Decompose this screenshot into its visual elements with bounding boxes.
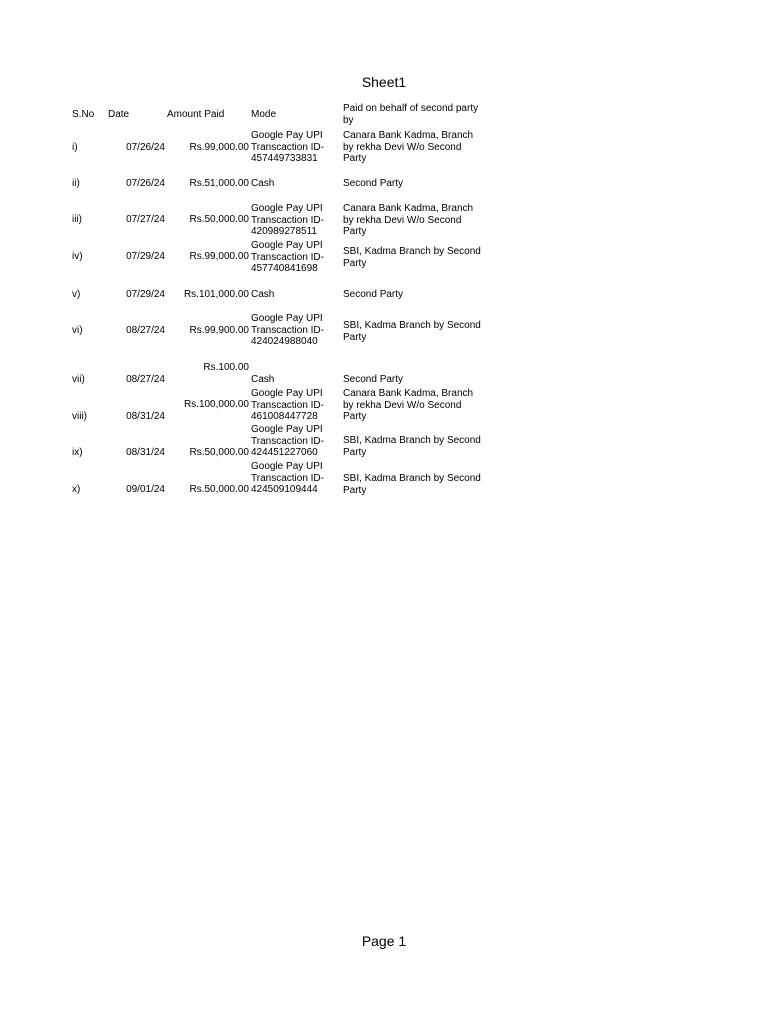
cell-sno: iv) (72, 251, 83, 262)
header-party (343, 103, 478, 126)
cell-sno: ix) (72, 447, 83, 458)
party-line: Party (343, 411, 367, 422)
cell-sno: x) (72, 484, 81, 495)
mode-line: Cash (251, 374, 275, 385)
mode-line: Google Pay UPI (251, 203, 323, 214)
party-line: Canara Bank Kadma, Branch (343, 130, 474, 141)
cell-sno: vii) (72, 374, 85, 385)
party-line: Party (343, 484, 367, 496)
mode-line: Transcaction ID- (251, 251, 324, 263)
mode-line: Google Pay UPI (251, 424, 323, 435)
mode-line: Transcaction ID- (251, 435, 324, 447)
header-date: Date (108, 109, 130, 120)
cell-amount: Rs.99,000.00 (189, 142, 249, 153)
cell-mode (251, 424, 324, 459)
cell-date: 08/31/24 (126, 447, 165, 458)
cell-party (343, 178, 403, 190)
party-line: SBI, Kadma Branch by Second (343, 320, 481, 331)
cell-date: 07/29/24 (126, 289, 165, 300)
cell-mode (251, 374, 274, 386)
sheet-title: Sheet1 (361, 74, 407, 90)
mode-line: Google Pay UPI (251, 461, 323, 472)
cell-mode (251, 289, 274, 301)
cell-sno: iii) (72, 214, 82, 225)
party-line: SBI, Kadma Branch by Second (343, 435, 481, 446)
mode-line: 424024988040 (251, 336, 318, 347)
mode-line: Transcaction ID- (251, 141, 324, 153)
cell-amount: Rs.100,000.00 (183, 399, 249, 410)
cell-sno: ii) (72, 178, 80, 189)
mode-line: Transcaction ID- (251, 399, 324, 411)
cell-sno: viii) (72, 411, 87, 422)
party-line: Party (343, 331, 367, 343)
mode-line: 461008447728 (251, 411, 318, 422)
cell-sno: vi) (72, 325, 83, 336)
mode-line: 424509109444 (251, 484, 318, 495)
party-line: Party (343, 446, 367, 458)
mode-line: Google Pay UPI (251, 240, 323, 251)
cell-date: 07/27/24 (126, 214, 165, 225)
header-sno: S.No (72, 109, 95, 120)
cell-mode (251, 178, 274, 190)
party-line: Second Party (343, 374, 404, 385)
mode-line: 424451227060 (251, 447, 318, 458)
cell-party (343, 130, 473, 165)
party-line: Party (343, 257, 367, 269)
party-line: Canara Bank Kadma, Branch (343, 203, 474, 214)
cell-date: 08/31/24 (126, 411, 165, 422)
header-party-line: by (343, 114, 354, 126)
header-mode: Mode (251, 109, 277, 120)
cell-amount: Rs.101,000.00 (183, 289, 249, 300)
cell-party (343, 388, 473, 423)
cell-amount: Rs.50,000.00 (189, 484, 249, 495)
mode-line: Cash (251, 289, 275, 300)
mode-line: Google Pay UPI (251, 130, 323, 141)
mode-line: 420989278511 (251, 226, 317, 237)
cell-date: 07/26/24 (126, 178, 165, 189)
cell-mode (251, 461, 324, 496)
party-line: by rekha Devi W/o Second (343, 214, 462, 226)
header-party-line: Paid on behalf of second party (343, 103, 479, 114)
party-line: Second Party (343, 178, 404, 189)
cell-mode (251, 313, 324, 348)
mode-line: Transcaction ID- (251, 214, 324, 226)
party-line: SBI, Kadma Branch by Second (343, 246, 481, 257)
party-line: SBI, Kadma Branch by Second (343, 473, 481, 484)
cell-party (343, 374, 403, 386)
mode-line: Google Pay UPI (251, 313, 323, 324)
cell-date: 09/01/24 (126, 484, 165, 495)
party-line: by rekha Devi W/o Second (343, 141, 462, 153)
cell-sno: v) (72, 289, 81, 300)
cell-mode (251, 203, 324, 238)
cell-amount: Rs.51,000.00 (189, 178, 249, 189)
cell-mode (251, 388, 324, 423)
cell-date: 07/29/24 (126, 251, 165, 262)
party-line: Party (343, 153, 367, 164)
cell-party (343, 203, 473, 238)
cell-date: 08/27/24 (126, 374, 165, 385)
cell-party (343, 320, 481, 343)
mode-line: 457740841698 (251, 263, 318, 274)
cell-mode (251, 130, 324, 165)
cell-date: 07/26/24 (126, 142, 165, 153)
mode-line: Google Pay UPI (251, 388, 323, 399)
cell-amount: Rs.99,900.00 (189, 325, 249, 336)
cell-party (343, 473, 481, 496)
party-line: by rekha Devi W/o Second (343, 399, 462, 411)
cell-amount: Rs.100.00 (203, 362, 249, 373)
mode-line: Cash (251, 178, 275, 189)
cell-amount: Rs.50,000.00 (189, 214, 249, 225)
cell-sno: i) (72, 142, 78, 153)
cell-party (343, 435, 481, 458)
page-footer: Page 1 (361, 933, 407, 949)
header-amount: Amount Paid (167, 109, 225, 120)
cell-party (343, 289, 403, 301)
cell-date: 08/27/24 (126, 325, 165, 336)
cell-mode (251, 240, 324, 275)
mode-line: 457449733831 (251, 153, 318, 164)
mode-line: Transcaction ID- (251, 472, 324, 484)
mode-line: Transcaction ID- (251, 324, 324, 336)
party-line: Canara Bank Kadma, Branch (343, 388, 474, 399)
cell-amount: Rs.50,000.00 (189, 447, 249, 458)
party-line: Party (343, 226, 367, 237)
cell-amount: Rs.99,000.00 (189, 251, 249, 262)
cell-party (343, 246, 481, 269)
party-line: Second Party (343, 289, 404, 300)
